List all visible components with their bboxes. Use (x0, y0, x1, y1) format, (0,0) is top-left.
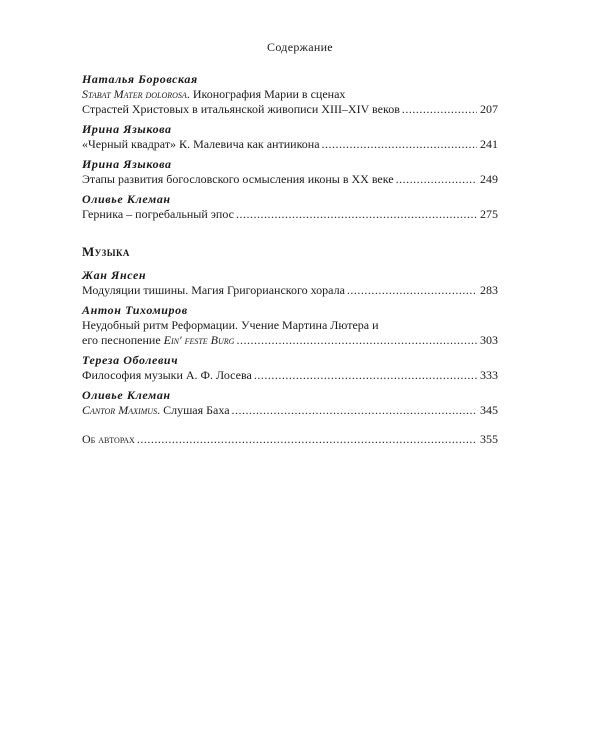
entry-title-text (82, 403, 230, 418)
page-number: 283 (480, 283, 498, 297)
leader-dots (236, 333, 477, 348)
entry-title-text: . Иконография Марии в сценах (186, 87, 346, 101)
toc-entry (82, 268, 498, 298)
toc-entry (82, 192, 498, 222)
entry-title-row[interactable] (82, 283, 498, 298)
entry-title-text: Философия музыки А. Ф. Лосева (82, 368, 252, 382)
toc-entry (82, 157, 498, 187)
leader-dots (402, 102, 477, 117)
section-heading-music: Музыка (82, 244, 130, 259)
entry-title-text: Герника – погребальный эпос (82, 207, 234, 221)
entry-title-plain: его песнопение (82, 333, 164, 347)
toc-entry (82, 122, 498, 152)
entry-title-row[interactable] (82, 102, 498, 117)
about-authors-title: Об авторах (82, 432, 135, 446)
entry-author: Ирина Языкова (82, 122, 172, 136)
entry-author: Антон Тихомиров (82, 303, 188, 317)
entry-title-row[interactable] (82, 333, 498, 348)
entry-title-row[interactable] (82, 137, 498, 152)
entry-title-line (82, 87, 498, 102)
entry-title-italic: Stabat Mater dolorosa (82, 87, 187, 101)
page-header-title: Содержание (267, 40, 333, 54)
page-number: 207 (480, 102, 498, 116)
leader-dots (232, 403, 477, 418)
about-authors-row[interactable] (82, 432, 498, 447)
entry-title-text: «Черный квадрат» К. Малевича как антиикона (82, 137, 320, 151)
leader-dots (254, 368, 477, 383)
entry-title-row[interactable] (82, 172, 498, 187)
page-number: 241 (480, 137, 498, 151)
entry-title-italic: Cantor Maximus (82, 403, 158, 417)
page-number: 333 (480, 368, 498, 382)
entry-author: Оливье Клеман (82, 388, 171, 402)
entry-author: Жан Янсен (82, 268, 147, 282)
entry-title-row[interactable] (82, 368, 498, 383)
entry-title-text: Модуляции тишины. Магия Григорианского хорала (82, 283, 345, 297)
entry-title-row[interactable] (82, 403, 498, 418)
page-number: 345 (480, 403, 498, 417)
leader-dots (322, 137, 477, 152)
entry-author: Тереза Оболевич (82, 353, 179, 367)
leader-dots (347, 283, 477, 298)
entry-title-line: Неудобный ритм Реформации. Учение Мартина Лютера и (82, 318, 379, 332)
entry-title-text: Этапы развития богословского осмысления иконы в XX веке (82, 172, 394, 186)
entry-title-row[interactable] (82, 207, 498, 222)
entry-author: Ирина Языкова (82, 157, 172, 171)
leader-dots (236, 207, 477, 222)
entry-author: Наталья Боровская (82, 72, 198, 86)
toc-entry (82, 353, 498, 383)
toc-entry (82, 72, 498, 117)
entry-title-text (82, 333, 234, 348)
page-number: 275 (480, 207, 498, 221)
entry-title-italic: Ein' feste Burg (163, 333, 235, 347)
page-number: 355 (480, 432, 498, 446)
entry-title-text: Страстей Христовых в итальянской живописи XIII–XIV веков (82, 102, 400, 116)
leader-dots (137, 432, 477, 447)
page-number: 303 (480, 333, 498, 347)
entry-title-plain: . Слушая Баха (157, 403, 230, 417)
page-number: 249 (480, 172, 498, 186)
leader-dots (396, 172, 477, 187)
entry-author: Оливье Клеман (82, 192, 171, 206)
toc-entry (82, 388, 498, 418)
table-of-contents (82, 72, 498, 447)
toc-entry (82, 303, 498, 348)
